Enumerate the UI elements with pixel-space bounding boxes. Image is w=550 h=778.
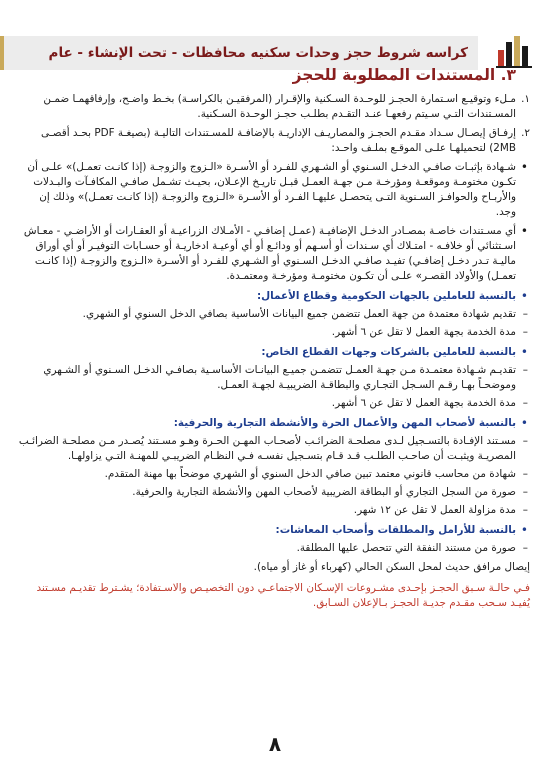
- bullet-extra-income: • أي مسـتندات خاصـة بمصـادر الدخـل الإضافيـة (عمـل إضافـي - الأمـلاك الزراعيـة أو العقـارات أو الأراضـي - معـاش اسـتثنائي أو خلافـه - امتـلاك أي سـندات أو أسـهم أو ودائـع أو أي أوعيـة ادخاريـة أو حسـابات التوفيـر أو أي أوراق ماليـة تـدر دخـل إضافـي) تفيـد صافـي الدخـل السـنوي أو الشـهري للفـرد أو الأسـرة «الـزوج والزوجـة (إذا كانـت تعمـل) والأولاد القصـر» علـى أن تكـون مختومـة ومؤرخـة ومعتمـدة.: [18, 224, 530, 284]
- list-item: – تقديـم شـهادة معتمـدة مـن جهـة العمـل تتضمـن جميـع البيانـات الأساسـية بصافـي الدخـل السـنوي أو الشـهري وموضحـاً بهـا رقـم السـجل التجـاري والبطاقـة الضريبيـة لجهـة العمـل.: [18, 363, 530, 393]
- list-item: – صورة من السجل التجاري أو البطاقة الضريبية لأصحاب المهن والأنشطة التجارية والحرفية.: [18, 485, 530, 500]
- page-number: ٨: [268, 732, 282, 756]
- section-title: ٣. المستندات المطلوبة للحجز: [292, 66, 516, 84]
- group-heading-freelance: • بالنسبة لأصحاب المهن والأعمال الحرة والأنشطة التجارية والحرفية:: [18, 416, 530, 431]
- list-item: – مدة الخدمة بجهة العمل لا تقل عن ٦ أشهر.: [18, 396, 530, 411]
- group-heading-private: • بالنسبة للعاملين بالشركات وجهات القطاع الخاص:: [18, 345, 530, 360]
- list-item: – شهادة من محاسب قانوني معتمد تبين صافي الدخل السنوي أو الشهري موضحاً بها مهنة المتقدم.: [18, 467, 530, 482]
- list-item: – مدة مزاولة العمل لا تقل عن ١٢ شهر.: [18, 503, 530, 518]
- group-heading-government: • بالنسبة للعاملين بالجهات الحكومية وقطاع الأعمال:: [18, 289, 530, 304]
- list-item: – مسـتند الإفـادة بالتسـجيل لـدى مصلحـة الضرائـب لأصحـاب المهـن الحـرة وهـو مسـتند يُصـدر مـن مصلحـة الضرائـب المصريـة ويثبـت أن صاحـب الطلـب قـد قـام بتسـجيل نفسـه فـي النظـام الضريبـي للمهنـة التـي يزاولهـا.: [18, 434, 530, 464]
- bullet-income-certificate: • شـهادة بإثبـات صافـي الدخـل السـنوي أو الشـهري للفـرد أو الأسـرة «الـزوج والزوجـة (إذا كانـت تعمـل)» علـى أن تكـون مختومـة وموقعـة ومؤرخـة مـن جهـة العمـل قبـل تاريـخ الإعـلان، بحيـث تشـمل صافـي المكافـآت والبـدلات والأربـاح والحوافـز السـنوية التـى يتحصـل عليهـا الفـرد أو الأسـرة «الـزوج والزوجـة (إذا كانـت تعمـل)» وذلك إن وجد.: [18, 160, 530, 220]
- list-item: – تقديم شهادة معتمدة من جهة العمل تتضمن جميع البيانات الأساسية بصافي الدخل السنوي أو الشهري.: [18, 307, 530, 322]
- numbered-item-1: ١. مـلء وتوقيـع اسـتمارة الحجـز للوحـدة السـكنية والإقـرار (المرفقيـن بالكراسـة) بخـط واضـح، وإرفاقهمـا ضمـن المسـتندات التـي سـيتم رفعهـا عنـد التقـدم بطلـب حجـز الوحـدة السـكنية.: [43, 93, 530, 120]
- previous-booking-note: فـي حالـة سـبق الحجـز بإحـدى مشـروعات الإسـكان الاجتماعـي دون التخصيـص والاسـتفادة؛ يشـترط تقديـم مسـتند يُفيـد سـحب مقـدم جديـة الحجـز بـالإعلان السـابق.: [36, 582, 530, 609]
- numbered-item-2: ٢. إرفـاق إيصـال سـداد مقـدم الحجـز والمصاريـف الإداريـة بالإضافـة للمسـتندات التاليـة (بصيغـة PDF بحـد أقصـى 2MB) لتحميلهـا علـى الموقـع بملـف واحـد:: [41, 127, 530, 154]
- group-heading-widows: • بالنسبة للأرامل والمطلقات وأصحاب المعاشات:: [18, 523, 530, 538]
- header-title: كراسه شروط حجز وحدات سكنيه محافظات - تحت الإنشاء - عام: [48, 45, 468, 61]
- list-item: – صورة من مستند النفقة التي تتحصل عليها المطلقة.: [18, 541, 530, 556]
- list-item: – مدة الخدمة بجهة العمل لا تقل عن ٦ أشهر.: [18, 325, 530, 340]
- header-accent-stripe: [0, 36, 4, 70]
- utility-receipt-requirement: إيصال مرافق حديث لمحل السكن الحالي (كهرباء أو غاز أو مياه).: [253, 561, 530, 573]
- document-body: [18, 60, 530, 611]
